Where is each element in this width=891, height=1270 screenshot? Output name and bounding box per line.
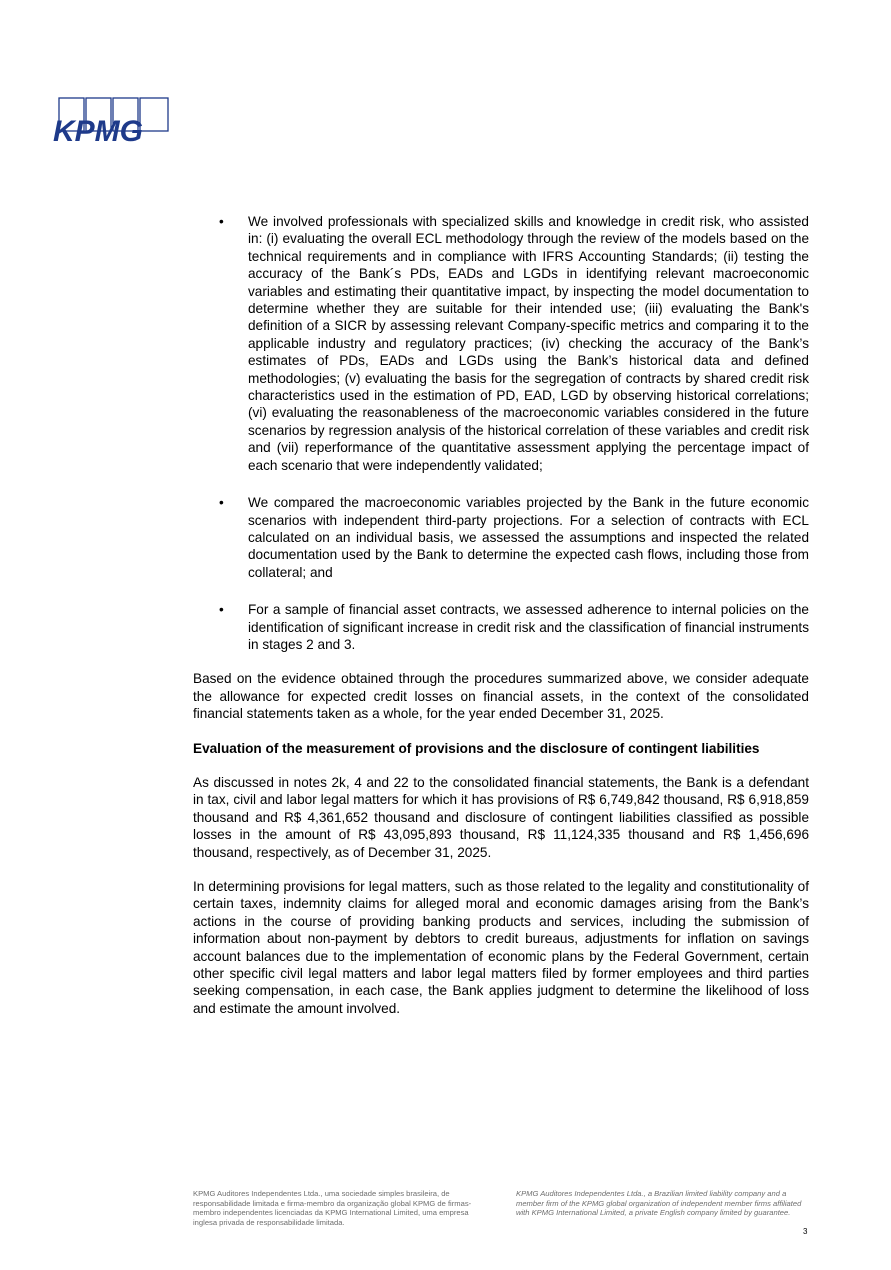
judgment-paragraph: In determining provisions for legal matters, such as those related to the legality and constitutionality of certain taxes, indemnity claims for alleged moral and economic damages arising from the Bank’s actions in the course of providing banking products and services, including the submission of information about non-payment by debtors to credit bureaus, adjustments for inflation on savings account balances due to the implementation of economic plans by the Federal Government, certain other specific civil legal matters and labor legal matters filed by former employees and third parties seeking compensation, in each case, the Bank applies judgment to determine the likelihood of loss and estimate the amount involved. <box>193 879 809 1016</box>
bullet-marker: • <box>219 495 224 511</box>
list-item <box>193 494 809 581</box>
page-number: 3 <box>803 1227 808 1236</box>
provisions-paragraph: As discussed in notes 2k, 4 and 22 to the consolidated financial statements, the Bank is a defendant in tax, civil and labor legal matters for which it has provisions of R$ 6,749,842 thousand, R$ 6,918,859 thousand and R$ 4,361,652 thousand and disclosure of contingent liabilities classified as possible losses in the amount of R$ 43,095,893 thousand, R$ 11,124,335 thousand and R$ 1,456,696 thousand, respectively, as of December 31, 2025. <box>193 774 809 860</box>
list-item-text: For a sample of financial asset contracts, we assessed adherence to internal policies on the identification of significant increase in credit risk and the classification of financial instruments in stages 2 and 3. <box>248 602 809 652</box>
bullet-marker: • <box>219 602 224 618</box>
conclusion-paragraph: Based on the evidence obtained through the procedures summarized above, we consider adequate the allowance for expected credit losses on financial assets, in the context of the consolidated financial statements taken as a whole, for the year ended December 31, 2025. <box>193 671 809 722</box>
list-item <box>193 213 809 474</box>
kpmg-logo <box>52 97 170 145</box>
logo-text: KPMG <box>53 115 143 145</box>
list-item-text: We compared the macroeconomic variables projected by the Bank in the future economic scenarios with independent third-party projections. For a selection of contracts with ECL calculated on an individual basis, we assessed the assumptions and inspected the related documentation used by the Bank to determine the expected cash flows, including those from collateral; and <box>248 495 809 580</box>
bullet-marker: • <box>219 214 224 229</box>
footer-text-english: KPMG Auditores Independentes Ltda., a Brazilian limited liability company and a member firm of the KPMG global organization of independent member firms affiliated with KPMG International Limited, a private English company limited by guarantee. <box>516 1189 802 1218</box>
section-heading: Evaluation of the measurement of provisions and the disclosure of contingent liabilities <box>193 740 760 756</box>
kpmg-logo-graphic <box>52 97 170 145</box>
document-body <box>193 213 809 1034</box>
list-item <box>193 601 809 653</box>
footer-text-portuguese: KPMG Auditores Independentes Ltda., uma sociedade simples brasileira, de responsabilidade limitada e firma-membro da organização global KPMG de firmas-membro independentes licenciadas da KPMG International Limited, uma empresa inglesa privada de responsabilidade limitada. <box>193 1189 472 1228</box>
list-item-text: We involved professionals with specialized skills and knowledge in credit risk, who assisted in: (i) evaluating the overall ECL methodology through the review of the models based on the technical requirements and in compliance with IFRS Accounting Standards; (ii) testing the accuracy of the Bank´s PDs, EADs and LGDs in identifying relevant macroeconomic variables and estimating their quantitative impact, by inspecting the model documentation to determine whether they are suitable for their intended use; (iii) evaluating the Bank's definition of a SICR by assessing relevant Company-specific metrics and comparing it to the applicable industry and regulatory practices; (iv) checking the accuracy of the Bank’s estimates of PDs, EADs and LGDs using the Bank’s historical data and defined methodologies; (v) evaluating the basis for the segregation of contracts by shared credit risk characteristics used in the estimation of PD, EAD, LGD by observing historical correlations; (vi) evaluating the reasonableness of the macroeconomic variables considered in the future scenarios by regression analysis of the historical correlation of these variables and credit risk and (vii) reperformance of the quantitative assessment applying the percentage impact of each scenario that were independently validated; <box>248 214 809 473</box>
procedure-list <box>193 213 809 653</box>
